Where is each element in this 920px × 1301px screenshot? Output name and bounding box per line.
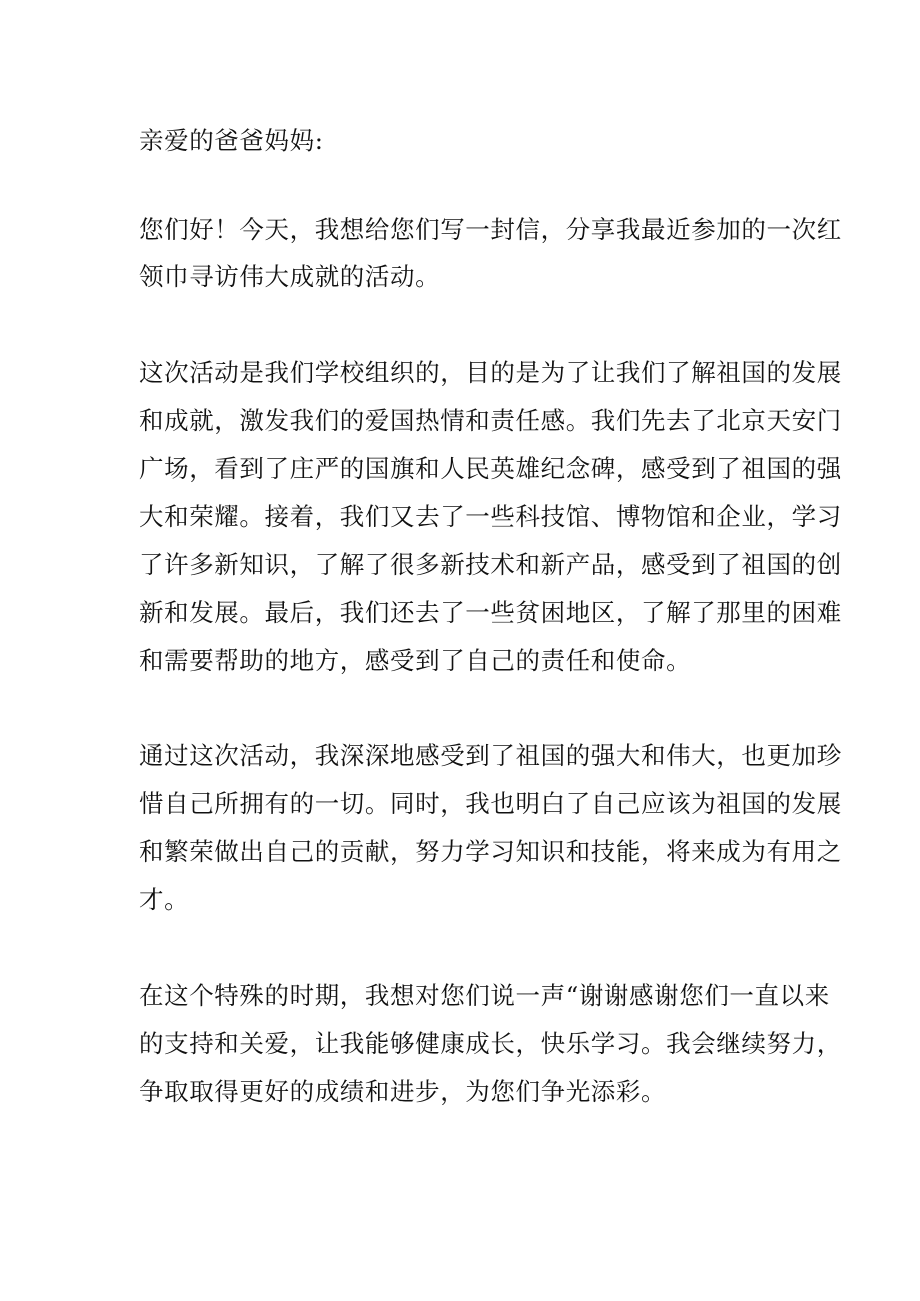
- salutation: 亲爱的爸爸妈妈:: [139, 126, 324, 155]
- paragraph-2-line-6: 新和发展。最后，我们还去了一些贫困地区，了解了那里的困难: [139, 598, 842, 627]
- paragraph-2-line-7: 和需要帮助的地方，感受到了自己的责任和使命。: [139, 646, 692, 675]
- paragraph-2-line-2: 和成就，激发我们的爱国热情和责任感。我们先去了北京天安门: [139, 406, 842, 435]
- paragraph-1-line-1: 您们好！今天，我想给您们写一封信，分享我最近参加的一次红: [139, 215, 842, 244]
- paragraph-2-line-4: 大和荣耀。接着，我们又去了一些科技馆、博物馆和企业，学习: [139, 502, 842, 531]
- paragraph-4-line-3: 争取取得更好的成绩和进步，为您们争光添彩。: [139, 1077, 667, 1106]
- paragraph-4-line-2: 的支持和关爱，让我能够健康成长，快乐学习。我会继续努力，: [139, 1029, 842, 1058]
- paragraph-3-line-2: 惜自己所拥有的一切。同时，我也明白了自己应该为祖国的发展: [139, 789, 842, 818]
- paragraph-2-line-3: 广场，看到了庄严的国旗和人民英雄纪念碑，感受到了祖国的强: [139, 454, 842, 483]
- paragraph-2-line-1: 这次活动是我们学校组织的，目的是为了让我们了解祖国的发展: [139, 358, 842, 387]
- paragraph-3-line-4: 才。: [139, 885, 190, 914]
- paragraph-4-line-1: 在这个特殊的时期，我想对您们说一声“谢谢感谢您们一直以来: [139, 981, 830, 1010]
- paragraph-3-line-1: 通过这次活动，我深深地感受到了祖国的强大和伟大，也更加珍: [139, 741, 842, 770]
- paragraph-2-line-5: 了许多新知识，了解了很多新技术和新产品，感受到了祖国的创: [139, 550, 842, 579]
- paragraph-1-line-2: 领巾寻访伟大成就的活动。: [139, 262, 441, 291]
- paragraph-3-line-3: 和繁荣做出自己的贡献，努力学习知识和技能，将来成为有用之: [139, 837, 842, 866]
